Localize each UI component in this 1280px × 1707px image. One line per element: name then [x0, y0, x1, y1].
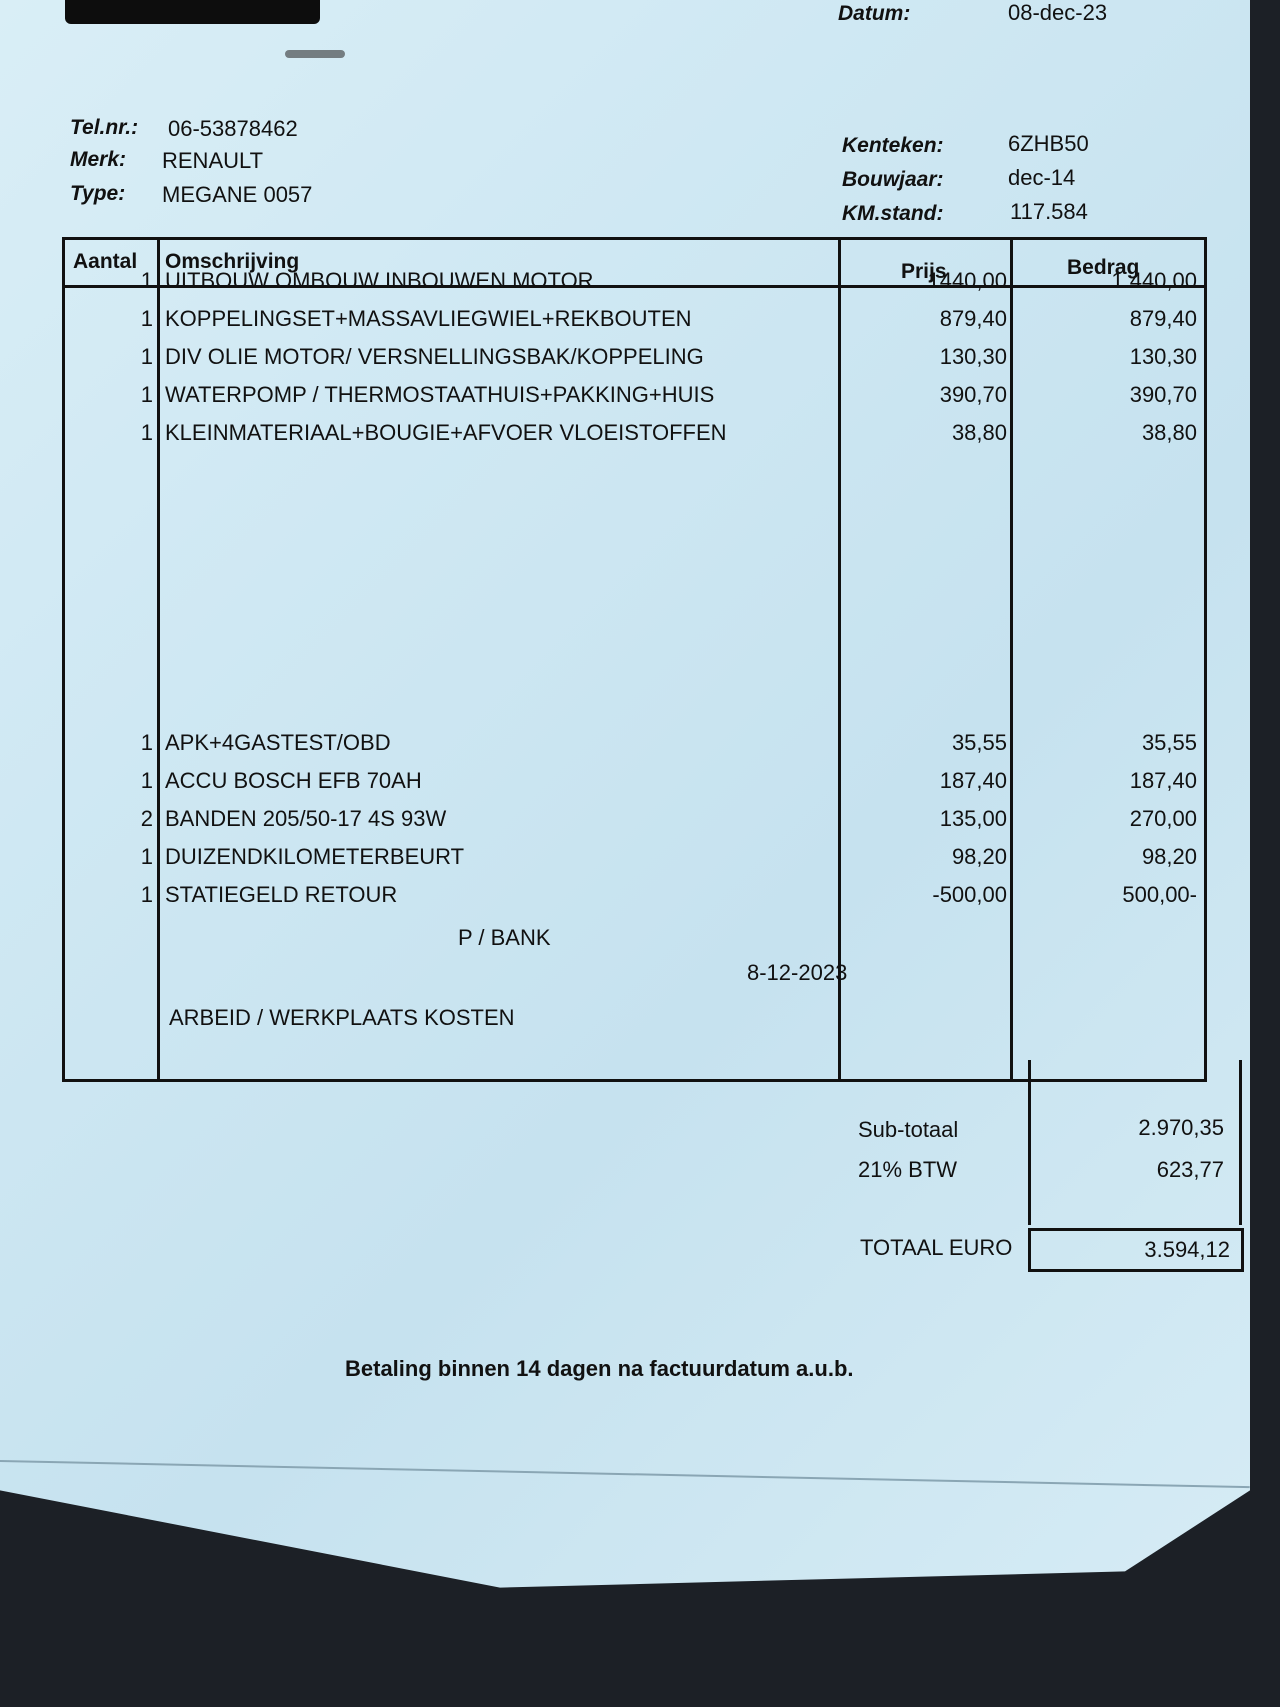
row-prijs: 879,40	[939, 306, 1007, 331]
row-prijs: 38,80	[951, 420, 1007, 445]
row-bedrag: 390,70	[1129, 382, 1197, 407]
redacted-company-name	[65, 0, 320, 24]
column-divider	[838, 240, 841, 1079]
column-divider	[1010, 240, 1013, 1079]
row-aantal: 1	[140, 730, 153, 755]
row-aantal: 1	[140, 844, 153, 869]
row-aantal: 1	[140, 382, 153, 407]
row-prijs: 35,55	[951, 730, 1007, 755]
row-aantal: 1	[140, 268, 153, 293]
row-prijs: 98,20	[951, 844, 1007, 869]
type-label: Type:	[70, 182, 126, 205]
subtotal-label: Sub-totaal	[858, 1117, 959, 1142]
row-omschrijving: BANDEN 205/50-17 4S 93W	[165, 806, 447, 831]
row-omschrijving: ACCU BOSCH EFB 70AH	[165, 768, 422, 793]
row-aantal: 1	[140, 306, 153, 331]
kmstand-label: KM.stand:	[842, 202, 944, 225]
row-bedrag: 187,40	[1129, 768, 1197, 793]
row-prijs: 135,00	[939, 806, 1007, 831]
row-aantal: 1	[140, 420, 153, 445]
header-omschrijving: Omschrijving	[165, 250, 300, 273]
labor-note: ARBEID / WERKPLAATS KOSTEN	[169, 1005, 515, 1030]
row-aantal: 1	[140, 768, 153, 793]
row-omschrijving: STATIEGELD RETOUR	[165, 882, 398, 907]
row-prijs: 390,70	[939, 382, 1007, 407]
bouwjaar-value: dec-14	[1008, 165, 1076, 190]
totals-box	[1028, 1060, 1242, 1225]
row-aantal: 1	[140, 344, 153, 369]
merk-label: Merk:	[70, 148, 127, 171]
merk-value: RENAULT	[162, 148, 264, 173]
ink-smudge	[285, 50, 345, 58]
row-prijs: -500,00	[932, 882, 1007, 907]
row-omschrijving: APK+4GASTEST/OBD	[165, 730, 391, 755]
tel-value: 06-53878462	[168, 116, 298, 141]
row-prijs: 130,30	[939, 344, 1007, 369]
payment-terms: Betaling binnen 14 dagen na factuurdatum a.u.b.	[345, 1356, 854, 1381]
row-prijs: 1440,00	[927, 268, 1007, 293]
bouwjaar-label: Bouwjaar:	[842, 168, 944, 191]
row-bedrag: 35,55	[1141, 730, 1197, 755]
payment-note: P / BANK	[458, 925, 551, 950]
row-bedrag: 270,00	[1129, 806, 1197, 831]
row-omschrijving: UITBOUW OMBOUW INBOUWEN MOTOR	[165, 268, 594, 293]
row-aantal: 1	[140, 882, 153, 907]
row-bedrag: 130,30	[1129, 344, 1197, 369]
row-omschrijving: KLEINMATERIAAL+BOUGIE+AFVOER VLOEISTOFFEN	[165, 420, 727, 445]
btw-label: 21% BTW	[858, 1157, 958, 1182]
column-divider	[157, 240, 160, 1079]
header-prijs: Prijs	[901, 260, 947, 283]
payment-date: 8-12-2023	[747, 960, 848, 985]
row-omschrijving: WATERPOMP / THERMOSTAATHUIS+PAKKING+HUIS	[165, 382, 715, 407]
row-omschrijving: DIV OLIE MOTOR/ VERSNELLINGSBAK/KOPPELING	[165, 344, 704, 369]
btw-value: 623,77	[1156, 1157, 1224, 1182]
total-label: TOTAAL EURO	[860, 1235, 1013, 1260]
row-omschrijving: DUIZENDKILOMETERBEURT	[165, 844, 465, 869]
kenteken-label: Kenteken:	[842, 134, 944, 157]
row-prijs: 187,40	[939, 768, 1007, 793]
tel-label: Tel.nr.:	[70, 116, 139, 139]
row-aantal: 2	[140, 806, 153, 831]
total-value: 3.594,12	[1144, 1237, 1230, 1262]
type-value: MEGANE 0057	[162, 182, 313, 207]
row-bedrag: 500,00-	[1122, 882, 1197, 907]
row-bedrag: 1.440,00	[1111, 268, 1197, 293]
header-bedrag: Bedrag	[1067, 256, 1140, 279]
datum-label: Datum:	[838, 2, 911, 25]
datum-value: 08-dec-23	[1008, 0, 1108, 25]
row-bedrag: 38,80	[1141, 420, 1197, 445]
invoice-table	[62, 237, 1207, 1082]
row-bedrag: 879,40	[1129, 306, 1197, 331]
row-bedrag: 98,20	[1141, 844, 1197, 869]
row-omschrijving: KOPPELINGSET+MASSAVLIEGWIEL+REKBOUTEN	[165, 306, 692, 331]
subtotal-value: 2.970,35	[1138, 1115, 1224, 1140]
kenteken-value: 6ZHB50	[1008, 131, 1089, 156]
header-aantal: Aantal	[73, 250, 138, 273]
kmstand-value: 117.584	[1010, 199, 1088, 224]
